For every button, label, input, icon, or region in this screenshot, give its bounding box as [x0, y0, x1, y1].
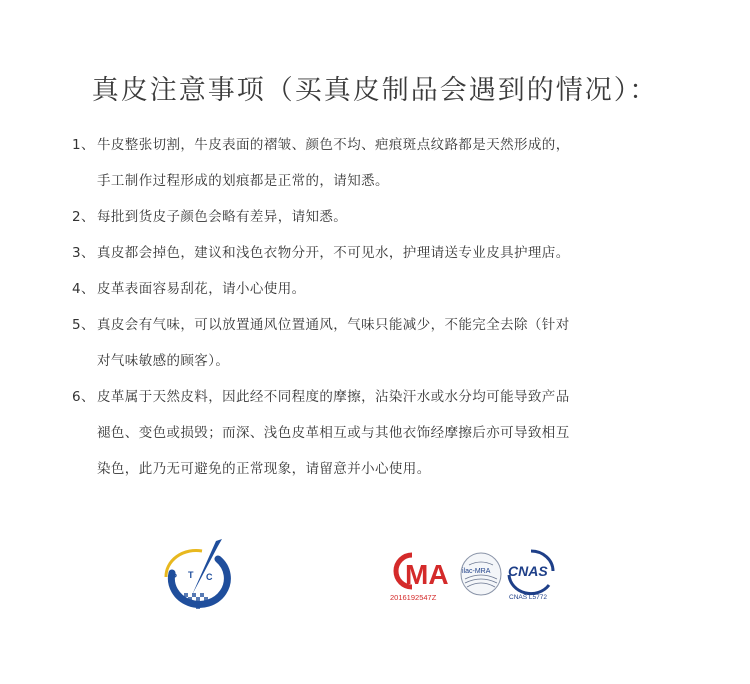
notes-list	[72, 134, 692, 494]
note-1	[72, 134, 692, 170]
note-text: 对气味敏感的顾客）。	[97, 353, 230, 369]
note-6-cont-2	[72, 458, 692, 494]
note-text: 皮革属于天然皮料，因此经不同程度的摩擦，沾染汗水或水分均可能导致产品	[97, 389, 570, 405]
note-6-cont	[72, 422, 692, 458]
note-1-cont	[72, 170, 692, 206]
note-3	[72, 242, 692, 278]
note-number: 1、	[72, 137, 95, 153]
note-text: 染色，此乃无可避免的正常现象，请留意并小心使用。	[97, 461, 431, 477]
note-text: 每批到货皮子颜色会略有差异，请知悉。	[97, 209, 348, 225]
cnas-text: CNAS	[508, 563, 548, 579]
page-title: 真皮注意事项（买真皮制品会遇到的情况）：	[91, 75, 659, 106]
note-6	[72, 386, 692, 422]
note-text: 真皮都会掉色，建议和浅色衣物分开，不可见水，护理请送专业皮具护理店。	[97, 245, 570, 261]
cma-text: MA	[405, 559, 449, 590]
note-number: 5、	[72, 317, 95, 333]
note-text: 褪色、变色或损毁；而深、浅色皮革相互或与其他衣饰经摩擦后亦可导致相互	[97, 425, 570, 441]
note-text: 牛皮整张切割，牛皮表面的褶皱、颜色不均、疤痕斑点纹路都是天然形成的，	[97, 137, 570, 153]
note-number: 6、	[72, 389, 95, 405]
note-number: 3、	[72, 245, 95, 261]
note-4	[72, 278, 692, 314]
ptc-letter-t: T	[188, 570, 194, 580]
note-text: 手工制作过程形成的划痕都是正常的，请知悉。	[97, 173, 389, 189]
cma-code: 2016192547Z	[390, 593, 437, 602]
ptc-letter-c: C	[206, 572, 213, 582]
note-5	[72, 314, 692, 350]
ilac-mra-logo	[459, 551, 503, 597]
note-number: 4、	[72, 281, 95, 297]
note-number: 2、	[72, 209, 95, 225]
cnas-logo	[504, 547, 558, 603]
ilac-text: ilac-MRA	[462, 568, 491, 575]
ptc-letter-p: P	[171, 572, 178, 582]
note-text: 真皮会有气味，可以放置通风位置通风，气味只能减少，不能完全去除（针对	[97, 317, 570, 333]
cnas-sub: CNAS L5772	[509, 594, 547, 601]
note-text: 皮革表面容易刮花，请小心使用。	[97, 281, 306, 297]
note-5-cont	[72, 350, 692, 386]
note-2	[72, 206, 692, 242]
ptc-logo	[152, 537, 232, 615]
cma-logo	[388, 549, 456, 605]
